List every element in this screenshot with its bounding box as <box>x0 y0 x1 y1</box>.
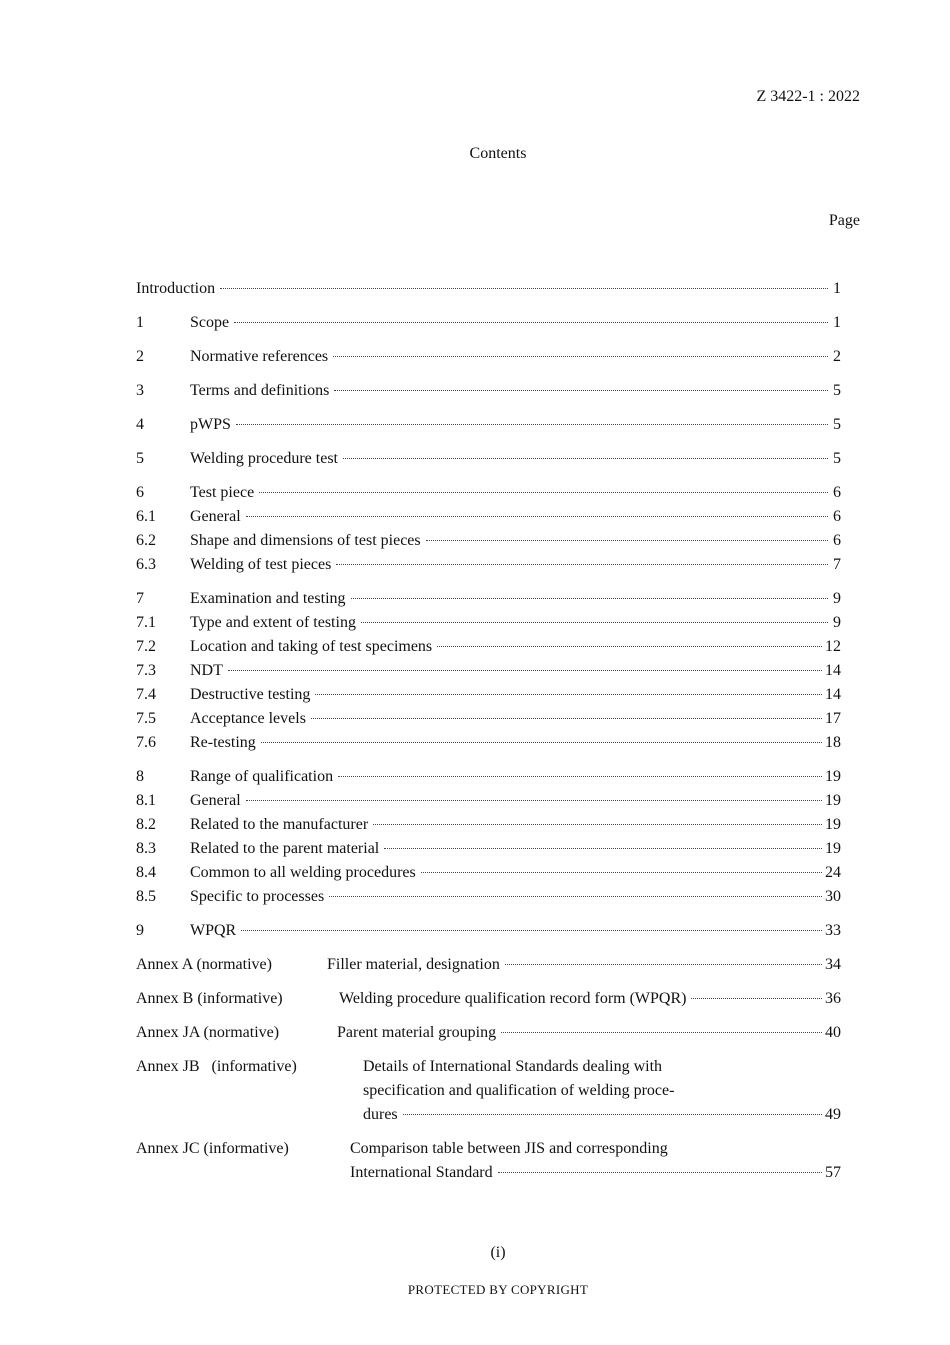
toc-label: Welding procedure test <box>190 450 338 467</box>
annex-title: Filler material, designation <box>327 956 500 973</box>
toc-number: 6.2 <box>136 532 156 549</box>
toc-label: Related to the parent material <box>190 840 380 857</box>
toc-label: Normative references <box>190 348 329 365</box>
toc-number: 7.6 <box>136 734 156 751</box>
toc-page-number: 2 <box>833 348 841 365</box>
annex-title: Welding procedure qualification record form (WPQR) <box>339 990 687 1007</box>
annex-title-line: specification and qualification of welding proce- <box>363 1082 675 1099</box>
toc-page-number: 5 <box>833 416 841 433</box>
toc-page-number: 1 <box>833 314 841 331</box>
toc-label: Terms and definitions <box>190 382 330 399</box>
annex-title-line: International Standard <box>350 1164 493 1181</box>
toc-page-number: 9 <box>833 614 841 631</box>
annex-name: Annex JB (informative) <box>136 1058 297 1075</box>
copyright-notice: PROTECTED BY COPYRIGHT <box>407 1282 589 1297</box>
toc-label: Shape and dimensions of test pieces <box>190 532 421 549</box>
toc-page-number: 19 <box>825 816 841 833</box>
toc-entry-6-3[interactable] <box>136 553 841 577</box>
annex-name: Annex JA (normative) <box>136 1024 280 1041</box>
toc-page-number: 17 <box>825 710 841 727</box>
toc-entry-2[interactable] <box>136 345 841 369</box>
toc-label: NDT <box>190 662 223 679</box>
toc-label: Test piece <box>190 484 255 501</box>
toc-page-number: 30 <box>825 888 841 905</box>
toc-label: Type and extent of testing <box>190 614 356 631</box>
toc-label: General <box>190 792 241 809</box>
toc-page-number: 19 <box>825 792 841 809</box>
dot-leader <box>234 322 828 323</box>
toc-page-number: 5 <box>833 382 841 399</box>
toc-entry-6-2[interactable] <box>136 529 841 553</box>
toc-entry-6[interactable] <box>136 481 841 505</box>
toc-page-number: 6 <box>833 532 841 549</box>
toc-entry-8-3[interactable] <box>136 837 841 861</box>
toc-label: Related to the manufacturer <box>190 816 369 833</box>
toc-entry-8[interactable] <box>136 765 841 789</box>
toc-number: 7 <box>136 590 144 607</box>
toc-page-number: 57 <box>825 1164 841 1181</box>
toc-label: Destructive testing <box>190 686 311 703</box>
toc-number: 7.2 <box>136 638 156 655</box>
dot-leader <box>351 598 828 599</box>
toc-entry-7-3[interactable] <box>136 659 841 683</box>
toc-page-number: 36 <box>825 990 841 1007</box>
annex-title-line: dures <box>363 1106 398 1123</box>
toc-label: Specific to processes <box>190 888 325 905</box>
toc-number: 5 <box>136 450 144 467</box>
dot-leader <box>311 718 822 719</box>
dot-leader <box>333 356 828 357</box>
toc-entry-4[interactable] <box>136 413 841 437</box>
dot-leader <box>505 964 822 965</box>
toc-number: 3 <box>136 382 144 399</box>
toc-label: General <box>190 508 241 525</box>
dot-leader <box>501 1032 822 1033</box>
dot-leader <box>329 896 822 897</box>
toc-page-number: 9 <box>833 590 841 607</box>
annex-title-line: Details of International Standards dealing with <box>363 1058 663 1075</box>
dot-leader <box>220 288 828 289</box>
dot-leader <box>336 564 828 565</box>
toc-entry-introduction[interactable] <box>136 277 841 301</box>
dot-leader <box>373 824 822 825</box>
toc-page-number: 6 <box>833 508 841 525</box>
toc-number: 2 <box>136 348 144 365</box>
toc-entry-9[interactable] <box>136 919 841 943</box>
dot-leader <box>241 930 822 931</box>
toc-entry-8-4[interactable] <box>136 861 841 885</box>
toc-label: Common to all welding procedures <box>190 864 416 881</box>
toc-entry-annex-b[interactable] <box>136 987 841 1011</box>
toc-page-number: 34 <box>825 956 841 973</box>
annex-name: Annex B (informative) <box>136 990 283 1007</box>
toc-number: 6.1 <box>136 508 156 525</box>
toc-number: 7.3 <box>136 662 156 679</box>
dot-leader <box>437 646 822 647</box>
toc-page-number: 5 <box>833 450 841 467</box>
document-number: Z 3422-1 : 2022 <box>756 88 860 105</box>
toc-number: 8.3 <box>136 840 156 857</box>
toc-number: 8.2 <box>136 816 156 833</box>
page-title: Contents <box>469 145 527 162</box>
page-column-header: Page <box>828 212 860 229</box>
toc-label: Welding of test pieces <box>190 556 332 573</box>
toc-entry-3[interactable] <box>136 379 841 403</box>
toc-number: 9 <box>136 922 144 939</box>
toc-page-number: 12 <box>825 638 841 655</box>
toc-page-number: 40 <box>825 1024 841 1041</box>
dot-leader <box>361 622 828 623</box>
toc-label: Location and taking of test specimens <box>190 638 433 655</box>
toc-page-number: 14 <box>825 662 841 679</box>
dot-leader <box>403 1114 822 1115</box>
toc-label: Range of qualification <box>190 768 334 785</box>
toc-page-number: 19 <box>825 840 841 857</box>
toc-page-number: 18 <box>825 734 841 751</box>
toc-entry-5[interactable] <box>136 447 841 471</box>
toc-label: Scope <box>190 314 230 331</box>
toc-number: 8.4 <box>136 864 156 881</box>
dot-leader <box>334 390 828 391</box>
dot-leader <box>426 540 828 541</box>
toc-page-number: 33 <box>825 922 841 939</box>
annex-title-line: Comparison table between JIS and corresponding <box>350 1140 668 1157</box>
dot-leader <box>421 872 822 873</box>
dot-leader <box>246 800 822 801</box>
dot-leader <box>228 670 822 671</box>
toc-label: pWPS <box>190 416 231 433</box>
annex-title: Parent material grouping <box>337 1024 497 1041</box>
toc-entry-7-2[interactable] <box>136 635 841 659</box>
footer-page-number: (i) <box>490 1244 506 1261</box>
toc-entry-annex-a[interactable] <box>136 953 841 977</box>
toc-entry-6-1[interactable] <box>136 505 841 529</box>
toc-entry-7-1[interactable] <box>136 611 841 635</box>
annex-name: Annex A (normative) <box>136 956 272 973</box>
toc-label: Acceptance levels <box>190 710 306 727</box>
dot-leader <box>261 742 822 743</box>
annex-name: Annex JC (informative) <box>136 1140 289 1157</box>
dot-leader <box>498 1172 822 1173</box>
dot-leader <box>259 492 828 493</box>
toc-entry-annex-jc[interactable] <box>136 1137 841 1185</box>
toc-label: Introduction <box>136 280 216 297</box>
toc-number: 7.5 <box>136 710 156 727</box>
dot-leader <box>315 694 822 695</box>
toc-number: 8 <box>136 768 144 785</box>
toc-page-number: 14 <box>825 686 841 703</box>
toc-number: 7.4 <box>136 686 156 703</box>
toc-entry-7-6[interactable] <box>136 731 841 755</box>
toc-number: 4 <box>136 416 144 433</box>
toc-label: WPQR <box>190 922 237 939</box>
toc-entry-7[interactable] <box>136 587 841 611</box>
dot-leader <box>246 516 828 517</box>
toc-number: 8.5 <box>136 888 156 905</box>
toc-entry-8-1[interactable] <box>136 789 841 813</box>
toc-label: Re-testing <box>190 734 256 751</box>
toc-entry-8-2[interactable] <box>136 813 841 837</box>
toc-number: 1 <box>136 314 144 331</box>
toc-number: 6.3 <box>136 556 156 573</box>
toc-entry-7-4[interactable] <box>136 683 841 707</box>
toc-entry-1[interactable] <box>136 311 841 335</box>
toc-entry-annex-jb[interactable] <box>136 1055 841 1127</box>
toc-number: 7.1 <box>136 614 156 631</box>
toc-page-number: 19 <box>825 768 841 785</box>
dot-leader <box>236 424 828 425</box>
dot-leader <box>343 458 828 459</box>
toc-page-number: 1 <box>833 280 841 297</box>
table-of-contents <box>136 277 841 1185</box>
toc-entry-annex-ja[interactable] <box>136 1021 841 1045</box>
dot-leader <box>338 776 822 777</box>
toc-page-number: 7 <box>833 556 841 573</box>
toc-page-number: 49 <box>825 1106 841 1123</box>
toc-number: 8.1 <box>136 792 156 809</box>
dot-leader <box>384 848 822 849</box>
toc-number: 6 <box>136 484 144 501</box>
dot-leader <box>691 998 822 999</box>
toc-entry-7-5[interactable] <box>136 707 841 731</box>
toc-page-number: 24 <box>825 864 841 881</box>
toc-entry-8-5[interactable] <box>136 885 841 909</box>
toc-page-number: 6 <box>833 484 841 501</box>
toc-label: Examination and testing <box>190 590 346 607</box>
